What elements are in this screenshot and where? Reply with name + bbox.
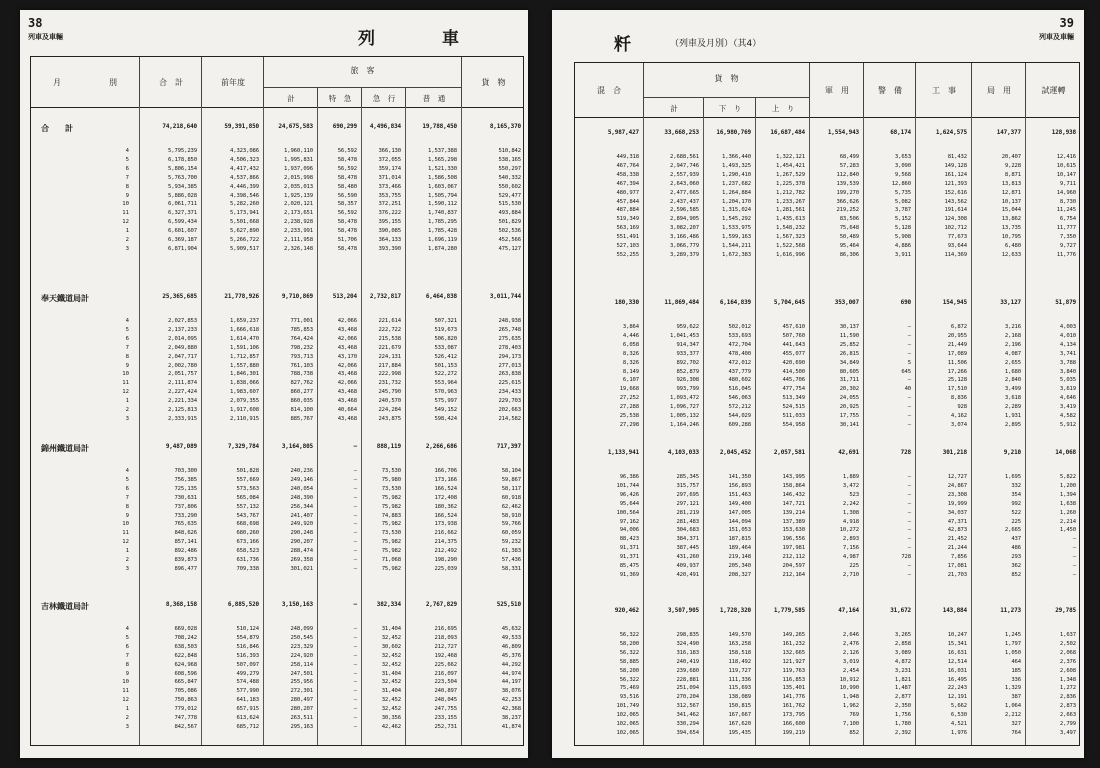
monthly-values-column: 3,216 2,168 2,196 4,087 2,655 1,680 2,840 3,499 3,618 2,289 1,931 2,895 [1004,324,1021,428]
block-total-cell: 6,164,839 [719,299,751,306]
block-total-cell: 6,464,838 [425,293,457,300]
block-total-cell: 147,377 [996,129,1021,136]
right-column-rule [863,117,864,745]
block-total-cell: 47,164 [838,607,859,614]
block-total-cell: 154,945 [942,299,967,306]
block-total-cell: 1,624,575 [935,129,967,136]
block-total-cell: 8,368,158 [165,601,197,608]
block-total-cell: 353,007 [834,299,859,306]
block-total-cell: 16,980,769 [716,129,751,136]
monthly-values-column: 771,001 785,853 764,424 798,232 793,713 761,103 788,738 827,762 860,277 860,035 814,100 885,767 [290,318,313,422]
block-label: 奉天鐵道局計 [41,294,89,303]
header-rapid: 急 行 [361,87,406,108]
monthly-values-column: 4,003 4,010 4,134 3,741 3,788 3,840 5,035 3,619 4,646 3,419 4,582 5,912 [1059,324,1076,428]
monthly-values-column: 669,028 708,242 638,503 622,848 624,968 608,596 665,847 705,086 750,863 779,012 747,778 842,567 [174,626,197,730]
block-total-cell: 3,150,163 [281,601,313,608]
monthly-values-column: 240,236 249,146 240,054 248,390 256,344 241,407 249,920 290,248 290,207 288,474 269,358 301,021 [290,468,313,572]
header-passenger-total: 計 [263,87,318,108]
block-total-cell: 4,496,834 [369,123,401,130]
block-total-cell: 16,687,484 [770,129,805,136]
left-column-rule [361,107,362,745]
block-total-cell: 888,119 [376,443,401,450]
monthly-values-column: 507,321 519,673 506,820 533,087 526,412 501,153 522,272 553,964 570,963 575,997 549,152 598,424 [434,318,457,422]
header-month: 月 別 [53,77,117,87]
monthly-values-column: 3,864 4,446 6,058 8,326 8,326 8,149 6,107 19,668 27,252 27,288 25,538 27,298 [619,324,639,428]
block-total-cell: 11,273 [1000,607,1021,614]
header-prev-year: 前年度 [201,57,264,107]
monthly-values-column: 248,099 250,545 223,329 224,920 258,114 247,501 255,956 272,301 280,497 280,207 263,511 295,163 [290,626,313,730]
monthly-values-column: 3,265 2,858 3,089 4,872 3,231 1,821 1,487 2,877 2,350 1,756 1,780 2,392 [894,632,911,736]
block-total-cell: 525,510 [496,601,521,608]
subtitle: （列車及月別）（其4） [670,39,762,49]
left-column-rule [201,107,202,745]
monthly-values-column: 2,646 2,476 2,126 3,019 2,454 10,912 10,990 1,948 1,962 769 7,100 852 [839,632,859,736]
monthly-values-column: — — — — — — — — — — — — [353,468,357,572]
monthly-values-column: 6,872 20,955 21,449 17,089 11,506 17,266 25,128 17,510 8,836 928 4,162 3,074 [947,324,967,428]
block-total-cell: 128,938 [1051,129,1076,136]
monthly-values-column: 1,960,110 1,995,831 1,937,096 2,015,998 2,035,013 1,925,139 2,020,121 2,173,651 2,238,928 2,233,991 2,111,958 2,326,148 [284,148,313,252]
monthly-values-column: 502,012 533,693 472,704 478,400 472,012 437,779 480,602 516,045 546,063 572,212 544,029 609,288 [728,324,751,428]
title-char-2: 車 [442,29,461,49]
block-total-cell: 29,785 [1055,607,1076,614]
block-total-cell: 25,365,685 [162,293,197,300]
block-total-cell: 3,507,905 [667,607,699,614]
header-mixed: 混 合 [597,85,621,95]
monthly-values-column: 216,695 218,093 212,727 192,468 225,662 216,097 223,504 240,897 248,045 247,755 233,155 252,731 [434,626,457,730]
monthly-values-column: 2,688,561 2,947,746 2,557,939 2,643,060 2,477,665 2,437,437 2,596,585 2,894,905 3,082,207 3,166,486 3,066,779 3,289,379 [670,154,699,258]
monthly-values-column: 141,350 156,893 151,463 149,400 147,005 144,094 151,053 187,815 189,464 219,148 205,340 208,327 [728,474,751,578]
monthly-values-column: 31,404 32,452 30,602 32,452 32,452 31,404 32,452 31,404 32,452 32,452 30,356 42,462 [381,626,401,730]
block-total-cell: 51,879 [1055,299,1076,306]
block-total-cell: 5,987,427 [607,129,639,136]
block-total-cell: 2,767,829 [425,601,457,608]
block-total-cell: 9,710,869 [281,293,313,300]
block-total-cell: 21,778,926 [224,293,259,300]
title-char-1: 列 [358,29,377,49]
right-column-rule [915,117,916,745]
header-total: 合 計 [139,57,202,107]
monthly-values-column: 1,245 1,797 1,050 464 185 336 1,329 387 1,064 2,212 327 764 [1004,632,1021,736]
block-total-cell: 3,164,805 [281,443,313,450]
monthly-values-column: 4,323,086 4,506,323 4,417,432 4,537,866 4,446,399 4,398,546 5,282,260 5,173,941 5,501,668 5,627,890 5,266,722 5,909,517 [230,148,259,252]
monthly-values-column: 1,322,121 1,454,421 1,267,529 1,225,378 1,212,782 1,233,267 1,281,561 1,435,613 1,548,232 1,567,323 1,522,568 1,616,996 [776,154,805,258]
block-total-cell: 2,266,686 [425,443,457,450]
page-number-left: 38 [28,16,43,30]
block-total-cell: 690,299 [332,123,357,130]
monthly-values-column: 73,530 75,980 73,530 75,982 75,982 74,883 75,982 73,530 75,982 75,982 71,068 75,982 [381,468,401,572]
header-military: 軍 用 [809,63,864,117]
block-total-cell: 143,884 [942,607,967,614]
title-char-km: 粁 [614,35,633,55]
monthly-values-column: 81,432 149,128 161,124 121,393 152,616 143,562 191,614 124,308 102,712 77,673 93,644 114,369 [944,154,967,258]
right-column-rule [703,117,704,745]
month-labels: 4 5 6 7 8 9 10 11 12 1 2 3 [122,626,129,730]
block-total-cell: 31,672 [890,607,911,614]
monthly-values-column: 149,570 163,258 158,518 118,492 119,727 111,336 115,693 138,089 150,815 167,667 167,620 195,435 [728,632,751,736]
monthly-values-column: 56,322 58,200 56,322 58,885 58,200 56,322 75,469 93,516 101,749 102,065 102,065 102,065 [616,632,639,736]
monthly-values-column: 149,265 161,232 132,665 121,927 119,763 116,853 135,401 141,776 161,762 173,795 166,600 199,219 [782,632,805,736]
header-bureau-use: 局 用 [971,63,1026,117]
block-total-cell: 717,397 [496,443,521,450]
monthly-values-column: 959,622 1,041,453 914,347 933,377 892,702 852,879 926,308 993,799 1,093,472 1,096,727 1,005,132 1,164,246 [670,324,699,428]
block-total-cell: 33,127 [1000,299,1021,306]
monthly-values-column: 510,124 554,879 516,846 516,393 507,097 499,279 574,488 577,990 641,183 657,915 613,624 685,712 [236,626,259,730]
monthly-values-column: 221,614 222,722 215,538 221,679 224,131 217,884 222,998 231,732 245,790 240,570 224,284 243,875 [378,318,401,422]
month-labels: 4 5 6 7 8 9 10 11 12 1 2 3 [122,148,129,252]
right-column-rule [809,117,810,745]
right-page [552,10,1084,758]
header-express: 特 急 [317,87,362,108]
block-total-cell: 513,204 [332,293,357,300]
block-total-cell: 2,732,817 [369,293,401,300]
monthly-values-column: 501,828 557,669 573,563 565,084 557,132 543,767 668,698 680,260 673,166 658,523 631,736 709,338 [236,468,259,572]
block-total-cell: 2,057,581 [773,449,805,456]
monthly-values-column: — — — — — — — — — 728 — — [901,474,911,578]
block-total-cell: 74,218,640 [162,123,197,130]
block-total-cell: 690 [900,299,911,306]
block-total-cell: 59,391,850 [224,123,259,130]
header-up: 上 り [755,97,810,118]
block-total-cell: 8,165,370 [489,123,521,130]
monthly-values-column: 2,027,853 2,137,233 2,014,095 2,049,880 2,047,717 2,002,780 2,051,757 2,111,874 2,227,424 2,221,334 2,125,813 2,333,915 [168,318,197,422]
monthly-values-column: 3,653 3,090 9,568 12,860 5,735 5,082 3,787 5,152 5,128 5,908 4,886 3,911 [891,154,911,258]
block-total-cell: 920,462 [614,607,639,614]
header-ordinary: 普 通 [405,87,462,108]
block-total-cell: 11,869,484 [664,299,699,306]
block-total-cell: 14,068 [1055,449,1076,456]
block-total-cell: 68,174 [890,129,911,136]
block-label: 錦州鐵道局計 [41,444,89,453]
monthly-values-column: 366,130 372,055 359,174 371,014 373,466 353,755 372,251 376,222 395,155 390,085 364,133 393,390 [378,148,401,252]
monthly-values-column: 1,659,237 1,666,618 1,614,470 1,591,106 1,712,857 1,557,880 1,846,301 1,838,066 1,983,607 2,079,355 1,917,608 2,110,915 [230,318,259,422]
monthly-values-column: 449,318 467,764 458,338 467,394 480,977 457,844 487,884 519,349 563,169 551,491 527,103 552,255 [616,154,639,258]
monthly-values-column: 56,592 58,478 56,592 58,478 58,480 56,590 58,357 56,592 58,478 58,478 51,706 58,478 [337,148,357,252]
header-freight-group: 貨 物 [643,63,809,117]
block-total-cell: 382,334 [376,601,401,608]
monthly-values-column: — — — — 5 645 — 40 — — — — [901,324,911,428]
block-total-cell: 1,728,320 [719,607,751,614]
monthly-values-column: 143,995 158,864 146,432 147,721 139,214 137,389 153,630 196,556 197,981 212,112 204,597 212,164 [782,474,805,578]
header-trial-run: 試運轉 [1025,63,1081,117]
monthly-values-column: 20,407 9,228 8,871 13,813 12,871 10,137 15,044 13,862 13,735 10,795 6,480 12,633 [1001,154,1021,258]
train-km-table-right [574,62,1080,746]
month-labels: 4 5 6 7 8 9 10 11 12 1 2 3 [122,468,129,572]
monthly-values-column: 248,938 265,748 275,635 278,403 294,173 277,013 263,838 225,615 234,433 229,703 202,663 214,582 [498,318,521,422]
block-total-cell: 4,103,033 [667,449,699,456]
header-down: 下 り [703,97,756,118]
monthly-values-column: 1,889 3,472 523 2,242 1,308 4,918 10,272 2,893 7,156 4,987 225 2,710 [839,474,859,578]
block-label: 合 計 [41,124,73,133]
block-total-cell: 9,487,089 [165,443,197,450]
block-label: 吉林鐵道局計 [41,602,89,611]
month-labels: 4 5 6 7 8 9 10 11 12 1 2 3 [122,318,129,422]
monthly-values-column: — — — — — — — — — — — — [353,626,357,730]
block-total-cell: 1,133,941 [607,449,639,456]
monthly-values-column: 12,727 24,867 23,308 19,999 34,037 47,371 42,873 21,452 21,244 7,856 17,081 21,703 [947,474,967,578]
section-label-left: 列車及車輛 [28,33,63,41]
monthly-values-column: 166,706 173,166 166,524 172,408 180,362 166,524 173,938 216,662 214,375 212,492 198,290 225,039 [434,468,457,572]
block-total-cell: 24,675,583 [278,123,313,130]
monthly-values-column: 58,104 59,867 58,117 60,918 62,462 58,910 59,766 60,059 59,232 61,383 57,436 58,331 [501,468,521,572]
table-header-right [575,63,1079,118]
monthly-values-column: 68,499 57,283 112,840 139,539 199,270 366,626 219,252 83,506 75,648 50,489 95,464 86,306 [836,154,859,258]
left-page [20,10,528,758]
monthly-values-column: 30,137 11,590 25,852 26,815 34,849 80,605 31,711 20,302 24,055 20,925 17,755 30,141 [839,324,859,428]
block-total-cell: — [353,443,357,450]
block-total-cell: 9,210 [1003,449,1021,456]
header-freight-total: 計 [643,97,704,118]
monthly-values-column: 42,066 43,468 42,066 43,468 43,170 42,066 43,468 42,066 43,468 43,468 40,664 43,468 [337,318,357,422]
left-column-rule [405,107,406,745]
monthly-values-column: 510,842 538,165 550,297 540,332 550,602 529,477 515,530 493,884 501,829 502,536 452,566 475,127 [498,148,521,252]
header-construction: 工 事 [915,63,972,117]
monthly-values-column: 298,835 324,490 316,183 240,419 239,680 228,881 251,094 270,204 312,567 341,462 330,294 394,654 [676,632,699,736]
monthly-values-column: 12,416 10,615 10,147 9,711 14,960 8,730 11,245 6,754 11,777 7,350 9,727 11,776 [1056,154,1076,258]
monthly-values-column: 1,695 332 354 992 522 225 2,665 437 486 293 362 852 [1004,474,1021,578]
monthly-values-column: 285,345 315,757 297,695 297,121 281,219 281,483 304,683 384,371 387,445 431,260 409,937 420,491 [676,474,699,578]
monthly-values-column: 1,537,388 1,565,298 1,521,330 1,586,508 1,603,067 1,505,794 1,590,112 1,740,837 1,785,295 1,785,428 1,696,119 1,874,280 [428,148,457,252]
monthly-values-column: 96,386 101,744 96,426 95,644 100,564 97,162 94,006 88,423 91,371 91,371 85,475 91,369 [616,474,639,578]
right-column-rule [971,117,972,745]
right-column-rule [643,117,644,745]
block-total-cell: 728 [900,449,911,456]
monthly-values-column: 703,300 756,385 725,135 730,631 737,806 733,290 765,635 848,626 857,141 892,486 839,873 896,477 [174,468,197,572]
block-total-cell: 19,788,450 [422,123,457,130]
left-column-rule [139,107,140,745]
right-column-rule [1025,117,1026,745]
monthly-values-column: 10,247 15,341 16,631 12,514 16,031 16,495 22,243 12,191 5,662 6,530 4,521 1,976 [947,632,967,736]
block-total-cell: 42,691 [838,449,859,456]
page-number-right: 39 [1059,16,1074,30]
block-total-cell: — [353,601,357,608]
header-passenger: 旅 客 [263,57,461,107]
table-header-left [31,57,523,108]
block-total-cell: 301,218 [942,449,967,456]
left-column-rule [461,107,462,745]
block-total-cell: 1,554,943 [827,129,859,136]
header-guard: 警 備 [863,63,916,117]
block-total-cell: 1,779,585 [773,607,805,614]
left-column-rule [263,107,264,745]
train-km-table-left [30,56,524,746]
right-column-rule [755,117,756,745]
block-total-cell: 2,045,452 [719,449,751,456]
block-total-cell: 180,330 [614,299,639,306]
left-column-rule [317,107,318,745]
monthly-values-column: 5,822 1,200 1,394 1,638 1,260 2,214 1,450 — — — — — [1059,474,1076,578]
block-total-cell: 33,668,253 [664,129,699,136]
header-freight: 貨 物 [461,57,525,107]
block-total-cell: 3,011,744 [489,293,521,300]
section-label-right: 列車及車輛 [1039,33,1074,41]
monthly-values-column: 45,632 49,533 46,809 45,376 44,292 44,974 44,197 38,076 42,253 42,368 38,237 41,874 [501,626,521,730]
monthly-values-column: 1,637 2,502 2,068 2,376 2,608 1,348 1,272 2,836 2,873 2,663 2,799 3,497 [1059,632,1076,736]
monthly-values-column: 1,366,440 1,493,325 1,290,410 1,237,682 1,264,884 1,204,170 1,315,024 1,545,292 1,533,975 1,599,163 1,544,211 1,672,383 [722,154,751,258]
monthly-values-column: 457,610 507,760 441,643 455,077 420,690 414,500 445,706 477,754 513,349 524,515 511,033 554,958 [782,324,805,428]
block-total-cell: 6,885,520 [227,601,259,608]
monthly-values-column: 5,795,239 6,178,850 5,806,154 5,763,700 5,934,385 5,886,028 6,061,711 6,327,371 6,599,434 6,601,607 6,369,187 6,871,904 [168,148,197,252]
block-total-cell: 7,329,784 [227,443,259,450]
block-total-cell: 5,704,645 [773,299,805,306]
